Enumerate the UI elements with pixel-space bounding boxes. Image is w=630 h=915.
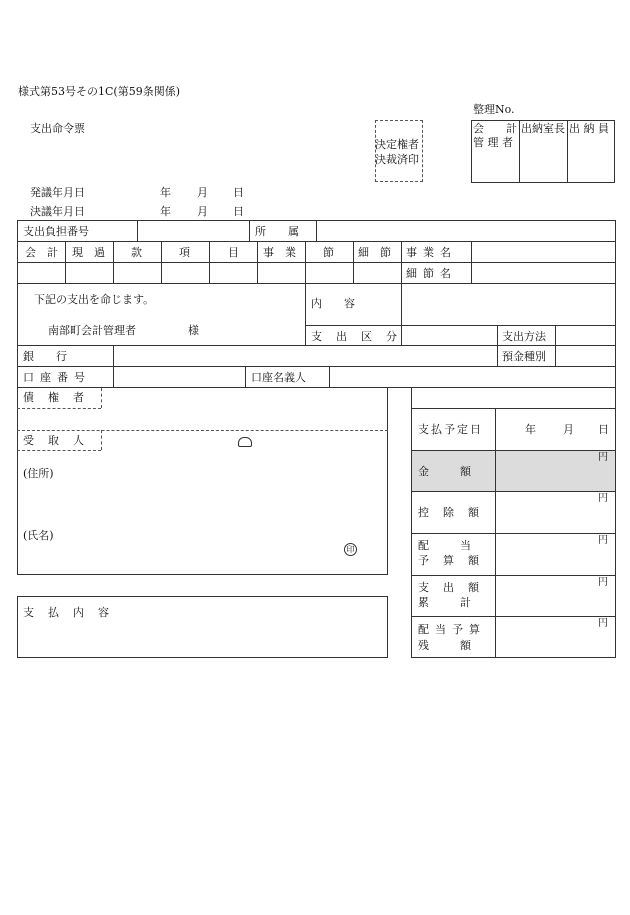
form-number: 様式第53号その1C(第59条関係) — [18, 85, 180, 98]
yen-unit: 円 — [598, 577, 608, 588]
yen-unit: 円 — [598, 493, 608, 504]
ruikei-label-2: 累 計 — [418, 596, 481, 609]
creditor-box — [17, 387, 388, 575]
decision-label-1: 決定権者 — [375, 138, 419, 151]
order-text: 下記の支出を命じます。 — [34, 293, 155, 306]
shiharai-naiyo-label: 支払内容 — [23, 606, 123, 619]
day-label: 日 — [233, 205, 244, 218]
hatsugi-date-label: 発議年月日 — [30, 186, 85, 199]
approval-suinouin: 出 納 員 — [569, 122, 609, 135]
koza-meigi-label: 口座名義人 — [251, 371, 306, 384]
seiri-number-label: 整理No. — [473, 103, 515, 116]
jigyo-mei-label: 事業名 — [406, 246, 457, 259]
year-label: 年 — [160, 205, 171, 218]
header-kan: 款 — [131, 246, 142, 259]
yokin-shubetsu-label: 預金種別 — [502, 350, 546, 363]
document-title: 支出命令票 — [30, 122, 85, 135]
header-moku: 目 — [228, 246, 239, 259]
kingaku-label: 金 額 — [418, 465, 481, 478]
header-jigyo: 事 業 — [263, 246, 296, 259]
sama-label: 様 — [188, 324, 199, 337]
month-label: 月 — [563, 423, 574, 436]
shishutsu-kubun-label: 支出区分 — [311, 330, 411, 343]
ginko-label: 銀 行 — [23, 350, 67, 363]
koza-bango-label: 口座番号 — [23, 371, 91, 384]
yen-unit: 円 — [598, 535, 608, 546]
day-label: 日 — [233, 186, 244, 199]
approval-suinou-shitsucho: 出納室長 — [521, 122, 565, 135]
jusho-label: (住所) — [23, 467, 54, 480]
yotei-bi-label: 支払予定日 — [418, 423, 483, 436]
month-label: 月 — [197, 186, 208, 199]
decision-stamp-box — [375, 120, 423, 182]
zangaku-label-2: 残 額 — [418, 639, 481, 652]
decision-label-2: 決裁済印 — [375, 153, 419, 166]
yen-unit: 円 — [598, 452, 608, 463]
shozoku-label: 所 属 — [255, 225, 299, 238]
ketsugi-date-label: 決議年月日 — [30, 205, 85, 218]
shishutsu-futan-bango-label: 支出負担番号 — [23, 225, 89, 238]
day-label: 日 — [598, 423, 609, 436]
header-kaikei: 会 計 — [25, 246, 58, 259]
naiyo-label: 内 容 — [311, 297, 355, 310]
year-label: 年 — [525, 423, 536, 436]
saisetsu-mei-label: 細節名 — [406, 267, 457, 280]
manager-name: 南部町会計管理者 — [48, 324, 136, 337]
saikensha-label: 債権者 — [23, 391, 98, 404]
yen-unit: 円 — [598, 618, 608, 629]
koujo-label: 控除額 — [418, 506, 493, 519]
header-saisetsu: 細 節 — [358, 246, 391, 259]
shishutsu-houhou-label: 支出方法 — [502, 330, 546, 343]
approval-kanrisha: 管 理 者 — [473, 136, 513, 149]
header-genka: 現 過 — [72, 246, 105, 259]
month-label: 月 — [197, 205, 208, 218]
zangaku-label-1: 配当予算 — [418, 623, 486, 636]
year-label: 年 — [160, 186, 171, 199]
haito-yosan-label-2: 予算額 — [418, 554, 493, 567]
header-kou: 項 — [179, 246, 190, 259]
approval-kaikei: 会 計 — [473, 122, 517, 135]
ruikei-label-1: 支出額 — [418, 581, 493, 594]
shimei-label: (氏名) — [23, 529, 54, 542]
seal-icon: 印 — [344, 543, 357, 556]
stamp-icon — [238, 437, 252, 447]
uketorinin-label: 受取人 — [23, 434, 98, 447]
haito-yosan-label-1: 配 当 — [418, 539, 481, 552]
header-setsu: 節 — [323, 246, 334, 259]
